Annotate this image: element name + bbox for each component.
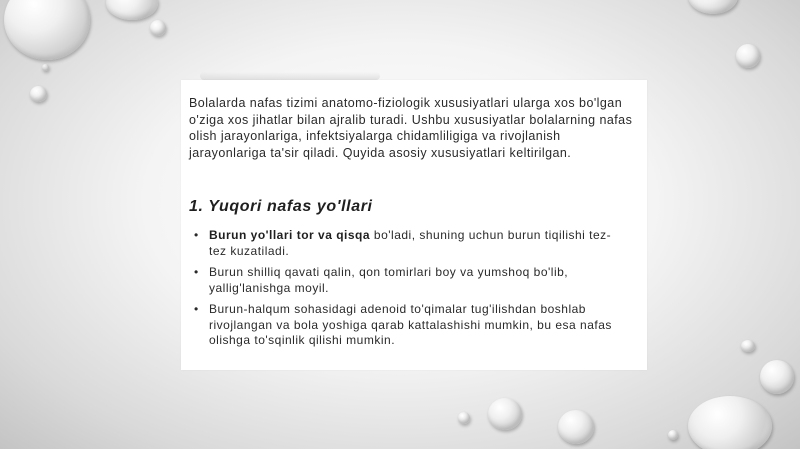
bullet-item [194, 228, 614, 259]
water-drop-decoration [150, 20, 166, 36]
water-drop-decoration [736, 44, 760, 68]
bullet-dot-icon: • [194, 265, 199, 279]
water-drop-decoration [688, 0, 738, 14]
bullet-item [194, 265, 614, 296]
water-drop-decoration [488, 398, 522, 430]
water-drop-decoration [30, 86, 47, 102]
water-drop-decoration [668, 430, 678, 440]
water-drop-decoration [688, 396, 772, 449]
water-drop-decoration [558, 410, 594, 444]
water-drop-decoration [42, 64, 49, 71]
water-drop-decoration [760, 360, 794, 394]
card-top-shadow [200, 72, 380, 80]
water-drop-decoration [4, 0, 90, 60]
bullet-text: Burun shilliq qavati qalin, qon tomirlari boy va yumshoq bo'lib, yallig'lanishga moyil. [209, 265, 569, 295]
water-drop-decoration [106, 0, 158, 20]
intro-paragraph: Bolalarda nafas tizimi anatomo-fiziologik xususiyatlari ularga xos bo'lgan o'ziga xos jihatlar bilan ajralib turadi. Ushbu xususiyatlar bolalarning nafas olish jarayonlariga, infektsiyalarga chidamliligiga va rivojlanish jarayonlariga ta'sir qiladi. Quyida asosiy xususiyatlari keltirilgan. [189, 96, 633, 160]
section-heading: 1. Yuqori nafas yo'llari [189, 198, 373, 215]
bullet-dot-icon: • [194, 302, 199, 316]
bullet-dot-icon: • [194, 228, 199, 242]
water-drop-decoration [458, 412, 470, 424]
bullet-bold-text: Burun yo'llari tor va qisqa [209, 228, 371, 242]
bullet-text: bo'ladi, shuning uchun burun tiqilishi tez-tez kuzatiladi. [209, 228, 612, 258]
bullet-text: Burun-halqum sohasidagi adenoid to'qimalar tug'ilishdan boshlab rivojlangan va bola yoshiga qarab kattalashishi mumkin, bu esa nafas olishga to'sqinlik qilishi mumkin. [209, 302, 612, 347]
bullet-list [194, 228, 614, 355]
water-drop-decoration [741, 340, 755, 352]
bullet-item [194, 302, 614, 349]
